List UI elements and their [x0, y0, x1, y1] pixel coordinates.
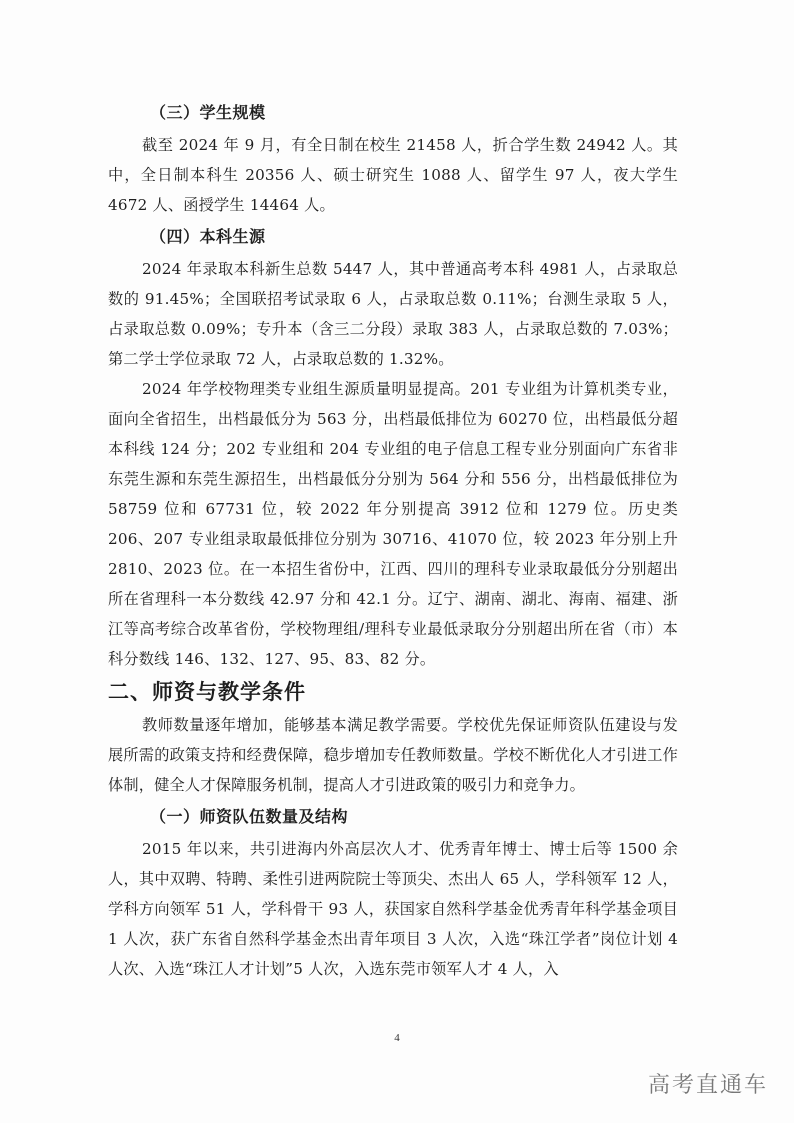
- chapter-heading-faculty: 二、师资与教学条件: [108, 680, 306, 704]
- paragraph-talent-recruitment: 2015 年以来，共引进海内外高层次人才、优秀青年博士、博士后等 1500 余人，其中双聘、特聘、柔性引进两院院士等顶尖、杰出人 65 人，学科领军 12 人，学科方向领军 51 人，学科骨干 93 人，获国家自然科学基金优秀青年科学基金项目 1 人次，获广东省自然科学基金杰出青年项目 3 人次，入选“珠江学者”岗位计划 4 人次、入选“珠江人才计划”5 人次，入选东莞市领军人才 4 人，入: [108, 840, 678, 978]
- paragraph-faculty-intro: 教师数量逐年增加，能够基本满足教学需要。学校优先保证师资队伍建设与发展所需的政策支持和经费保障，稳步增加专任教师数量。学校不断优化人才引进工作体制，健全人才保障服务机制，提高人才引进政策的吸引力和竞争力。: [108, 716, 678, 794]
- paragraph-admission-quality: 2024 年学校物理类专业组生源质量明显提高。201 专业组为计算机类专业，面向全省招生，出档最低分为 563 分，出档最低排位为 60270 位，出档最低分超本科线 124 分；202 专业组和 204 专业组的电子信息工程专业分别面向广东省非东莞生源和东莞生源招生，出档最低分分别为 564 分和 556 分，出档最低排位为 58759 位和 67731 位，较 2022 年分别提高 3912 位和 1279 位。历史类 206、207 专业组录取最低排位分别为 30716、41070 位，较 2023 年分别上升 2810、2023 位。在一本招生省份中，江西、四川的理科专业录取最低分分别超出所在省理科一本分数线 42.97 分和 42.1 分。辽宁、湖南、湖北、海南、福建、浙江等高考综合改革省份，学校物理组/理科专业最低录取分分别超出所在省（市）本科分数线 146、132、127、95、83、82 分。: [108, 380, 678, 668]
- page-content: [108, 96, 678, 984]
- watermark-text: 高考直通车: [647, 1073, 768, 1098]
- paragraph-student-scale: 截至 2024 年 9 月，有全日制在校生 21458 人，折合学生数 24942 人。其中，全日制本科生 20356 人、硕士研究生 1088 人、留学生 97 人，夜大学生 4672 人、函授学生 14464 人。: [108, 136, 678, 214]
- section-heading-faculty-structure: （一）师资队伍数量及结构: [150, 807, 349, 826]
- page-number: 4: [394, 1032, 400, 1044]
- paragraph-admission-totals: 2024 年录取本科新生总数 5447 人，其中普通高考本科 4981 人，占录取总数的 91.45%；全国联招考试录取 6 人，占录取总数 0.11%；台测生录取 5 人，占录取总数 0.09%；专升本（含三二分段）录取 383 人，占录取总数的 7.03%；第二学士学位录取 72 人，占录取总数的 1.32%。: [108, 260, 678, 368]
- section-heading-student-scale: （三）学生规模: [150, 103, 266, 122]
- section-heading-undergrad-source: （四）本科生源: [150, 227, 266, 246]
